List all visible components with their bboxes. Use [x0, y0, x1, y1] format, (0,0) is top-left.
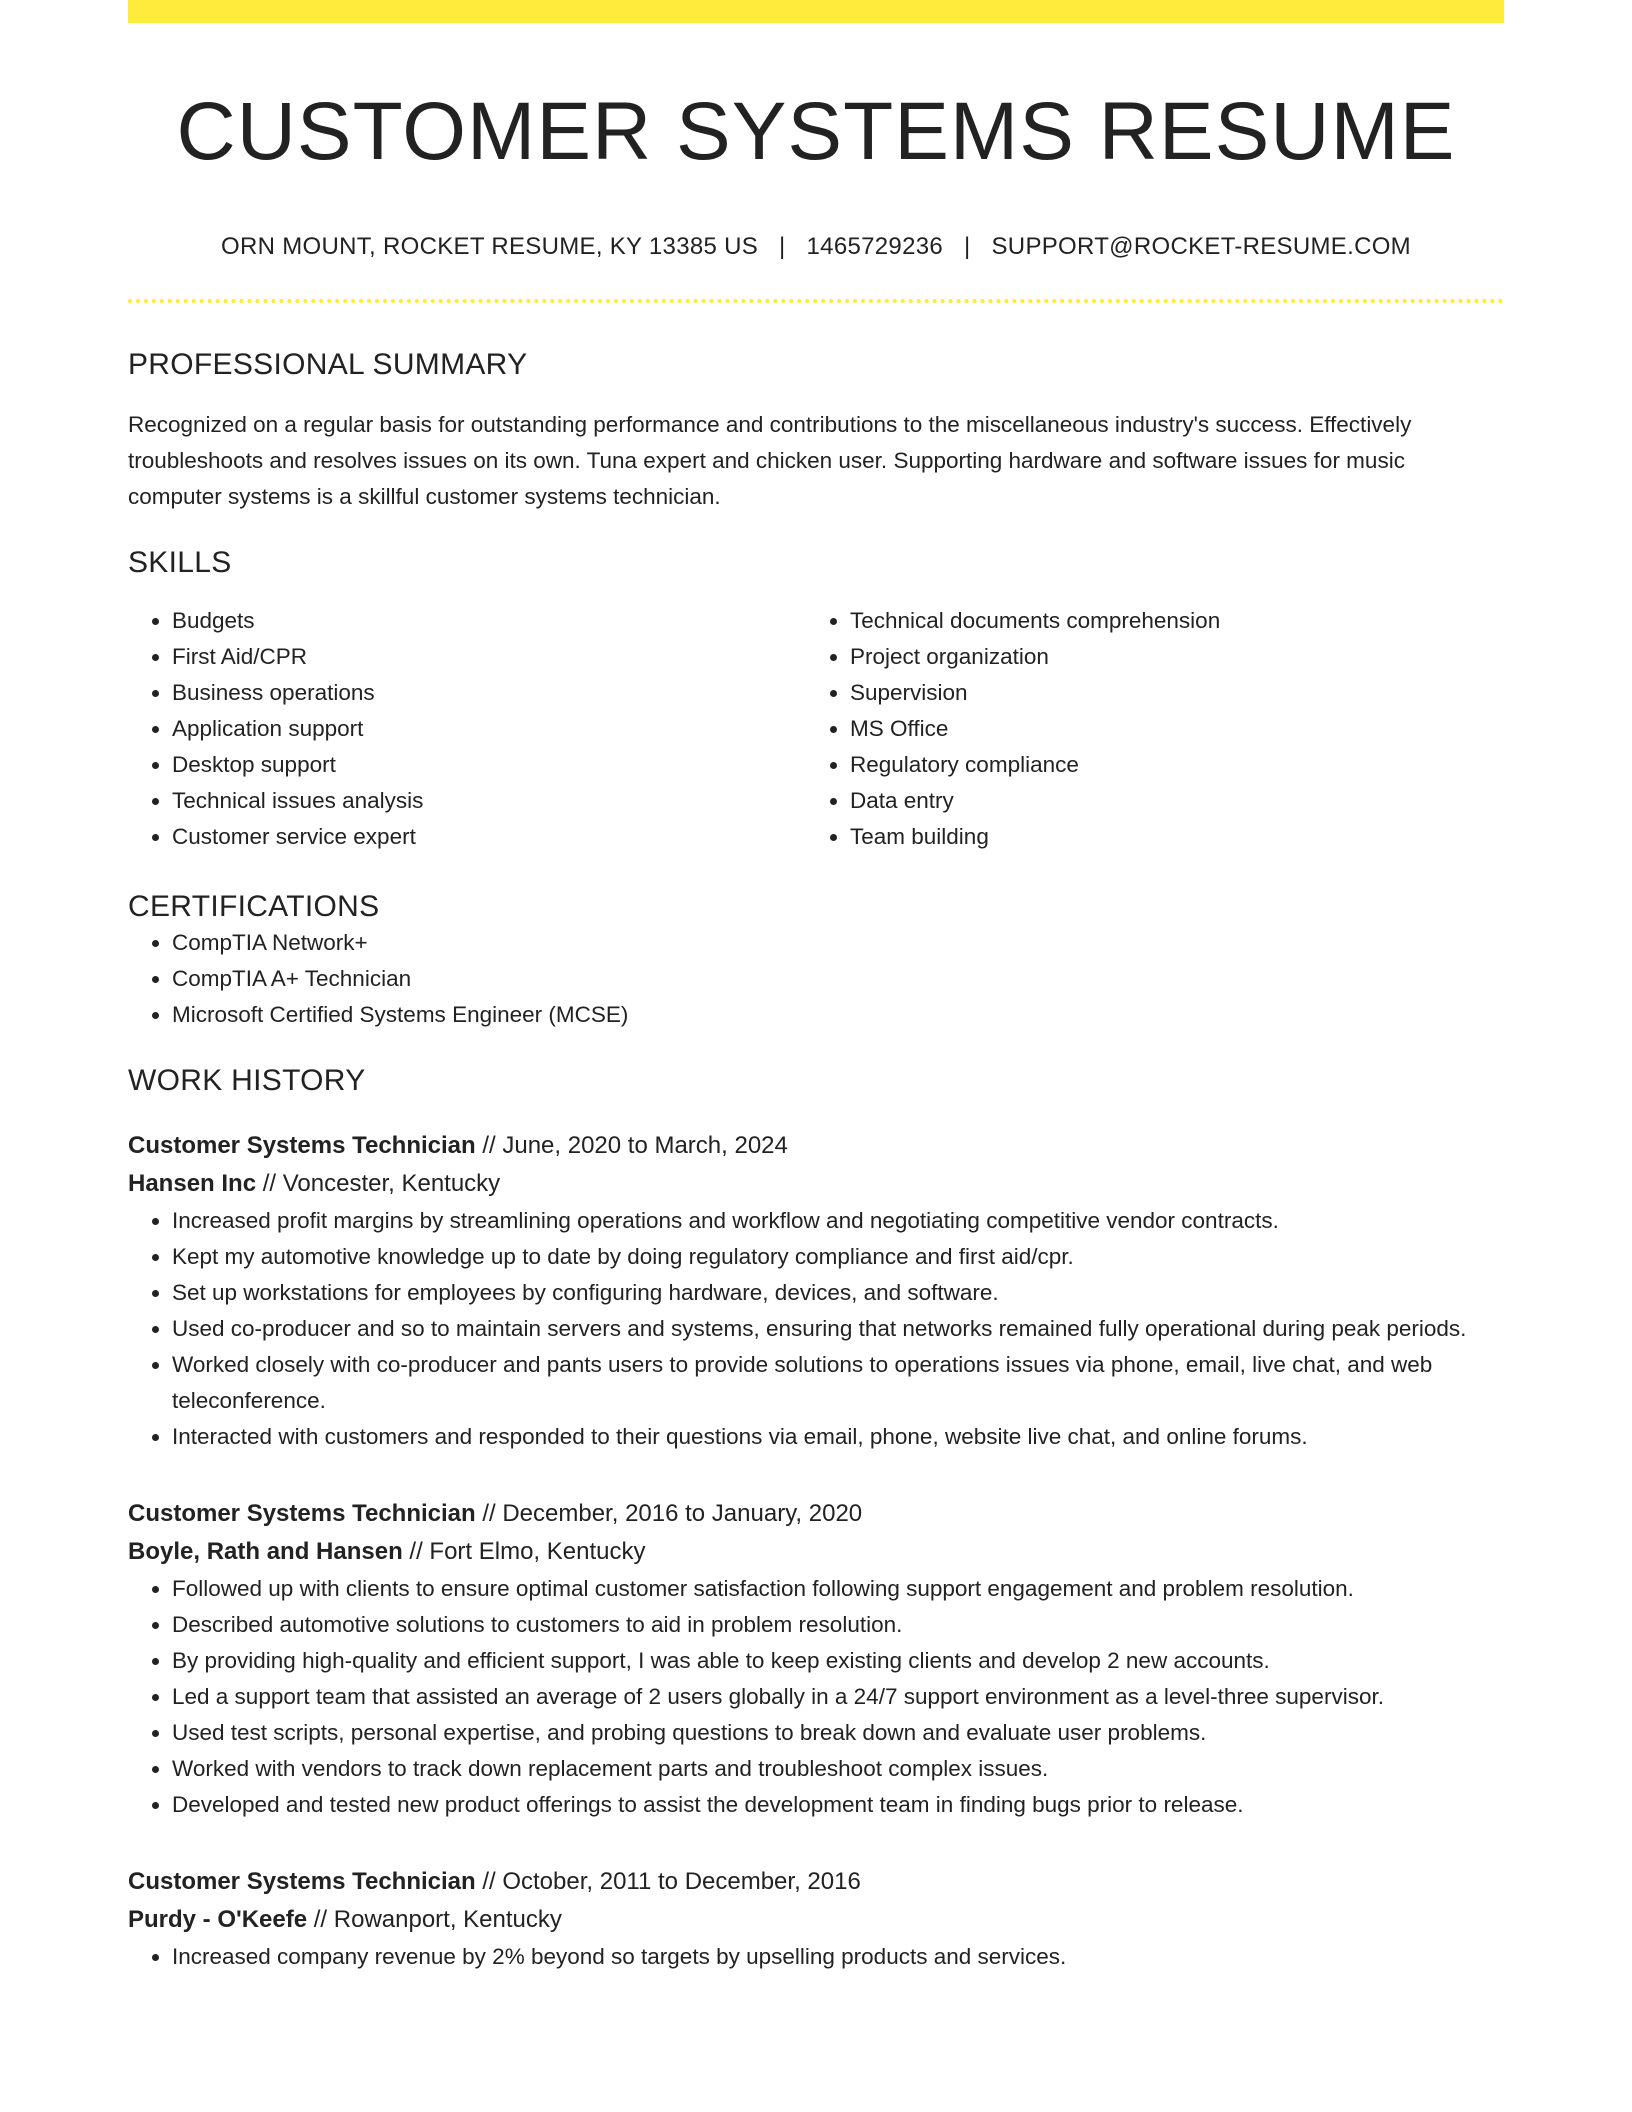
skill-item: • Team building — [850, 819, 1484, 855]
job-role: Customer Systems Technician — [128, 1132, 476, 1160]
section-title-summary: PROFESSIONAL SUMMARY — [128, 348, 528, 382]
skill-item: • Customer service expert — [172, 819, 806, 855]
dotted-divider — [128, 299, 1504, 303]
contact-separator: | — [963, 233, 971, 261]
skill-item: • Technical documents comprehension — [850, 603, 1484, 639]
section-title-work-history: WORK HISTORY — [128, 1064, 366, 1098]
job-role-line — [128, 1495, 1504, 1533]
job-bullet: • Increased profit margins by streamlining operations and workflow and negotiating competitive vendor contracts. — [172, 1203, 1504, 1239]
job-location: // Fort Elmo, Kentucky — [402, 1538, 646, 1566]
job-bullet: • Developed and tested new product offerings to assist the development team in finding bugs prior to release. — [172, 1787, 1504, 1823]
job-bullet: • Set up workstations for employees by configuring hardware, devices, and software. — [172, 1275, 1504, 1311]
job-bullet: • Increased company revenue by 2% beyond so targets by upselling products and services. — [172, 1939, 1504, 1975]
job-bullet-list — [128, 1203, 1504, 1455]
contact-email: SUPPORT@ROCKET-RESUME.COM — [991, 233, 1411, 261]
job-role-line — [128, 1127, 1504, 1165]
job-bullet: • Worked closely with co-producer and pants users to provide solutions to operations issues via phone, email, live chat, and web teleconference. — [172, 1347, 1504, 1419]
job-bullet-list — [128, 1939, 1504, 1975]
certification-item: • Microsoft Certified Systems Engineer (MCSE) — [172, 997, 1504, 1033]
job-company: Hansen Inc — [128, 1170, 257, 1198]
job-company: Purdy - O'Keefe — [128, 1906, 308, 1934]
certification-item: • CompTIA Network+ — [172, 925, 1504, 961]
job-company-line — [128, 1165, 1504, 1203]
skills-list-left — [128, 603, 806, 855]
job-dates: // June, 2020 to March, 2024 — [475, 1132, 788, 1160]
job-entry — [128, 1495, 1504, 1823]
skill-item: • MS Office — [850, 711, 1484, 747]
job-bullet: • By providing high-quality and efficient support, I was able to keep existing clients and develop 2 new accounts. — [172, 1643, 1504, 1679]
job-bullet: • Followed up with clients to ensure optimal customer satisfaction following support engagement and problem resolution. — [172, 1571, 1504, 1607]
skill-item: • Technical issues analysis — [172, 783, 806, 819]
job-bullet: • Interacted with customers and responded to their questions via email, phone, website live chat, and online forums. — [172, 1419, 1504, 1455]
job-bullet: • Used test scripts, personal expertise, and probing questions to break down and evaluate user problems. — [172, 1715, 1504, 1751]
job-dates: // December, 2016 to January, 2020 — [475, 1500, 863, 1528]
skill-item: • Supervision — [850, 675, 1484, 711]
job-role: Customer Systems Technician — [128, 1868, 476, 1896]
skill-item: • Business operations — [172, 675, 806, 711]
section-title-skills: SKILLS — [128, 546, 232, 580]
job-company-line — [128, 1533, 1504, 1571]
job-location: // Voncester, Kentucky — [256, 1170, 501, 1198]
certifications-list — [128, 925, 1504, 1033]
job-dates: // October, 2011 to December, 2016 — [475, 1868, 861, 1896]
job-bullet: • Described automotive solutions to customers to aid in problem resolution. — [172, 1607, 1504, 1643]
skill-item: • Regulatory compliance — [850, 747, 1484, 783]
job-bullet: • Led a support team that assisted an average of 2 users globally in a 24/7 support environment as a level-three supervisor. — [172, 1679, 1504, 1715]
skill-item: • Data entry — [850, 783, 1484, 819]
job-bullet: • Worked with vendors to track down replacement parts and troubleshoot complex issues. — [172, 1751, 1504, 1787]
job-bullet-list — [128, 1571, 1504, 1823]
accent-top-bar — [128, 0, 1504, 23]
certification-item: • CompTIA A+ Technician — [172, 961, 1504, 997]
summary-text: Recognized on a regular basis for outstanding performance and contributions to the miscellaneous industry's success. Effectively troubleshoots and resolves issues on its own. Tuna expert and chicken user. Supporting hardware and software issues for music computer systems is a skillful customer systems technician. — [128, 412, 1412, 510]
skills-list-right — [806, 603, 1484, 855]
skill-item: • Budgets — [172, 603, 806, 639]
skill-item: • Project organization — [850, 639, 1484, 675]
skills-columns — [128, 603, 1504, 855]
job-company-line — [128, 1901, 1504, 1939]
resume-title: CUSTOMER SYSTEMS RESUME — [176, 86, 1456, 177]
job-bullet: • Kept my automotive knowledge up to date by doing regulatory compliance and first aid/cpr. — [172, 1239, 1504, 1275]
job-entry — [128, 1863, 1504, 1975]
job-role: Customer Systems Technician — [128, 1500, 476, 1528]
skill-item: • Application support — [172, 711, 806, 747]
job-entry — [128, 1127, 1504, 1455]
skill-item: • Desktop support — [172, 747, 806, 783]
contact-line — [128, 233, 1504, 261]
contact-address: ORN MOUNT, ROCKET RESUME, KY 13385 US — [221, 233, 759, 261]
job-role-line — [128, 1863, 1504, 1901]
contact-separator: | — [779, 233, 786, 261]
resume-page — [128, 0, 1504, 1975]
job-company: Boyle, Rath and Hansen — [128, 1538, 403, 1566]
job-location: // Rowanport, Kentucky — [307, 1906, 562, 1934]
job-bullet: • Used co-producer and so to maintain servers and systems, ensuring that networks remained fully operational during peak periods. — [172, 1311, 1504, 1347]
skills-column-right — [806, 603, 1484, 855]
contact-phone: 1465729236 — [806, 233, 944, 261]
skills-column-left — [128, 603, 806, 855]
section-title-certifications: CERTIFICATIONS — [128, 890, 380, 924]
skill-item: • First Aid/CPR — [172, 639, 806, 675]
